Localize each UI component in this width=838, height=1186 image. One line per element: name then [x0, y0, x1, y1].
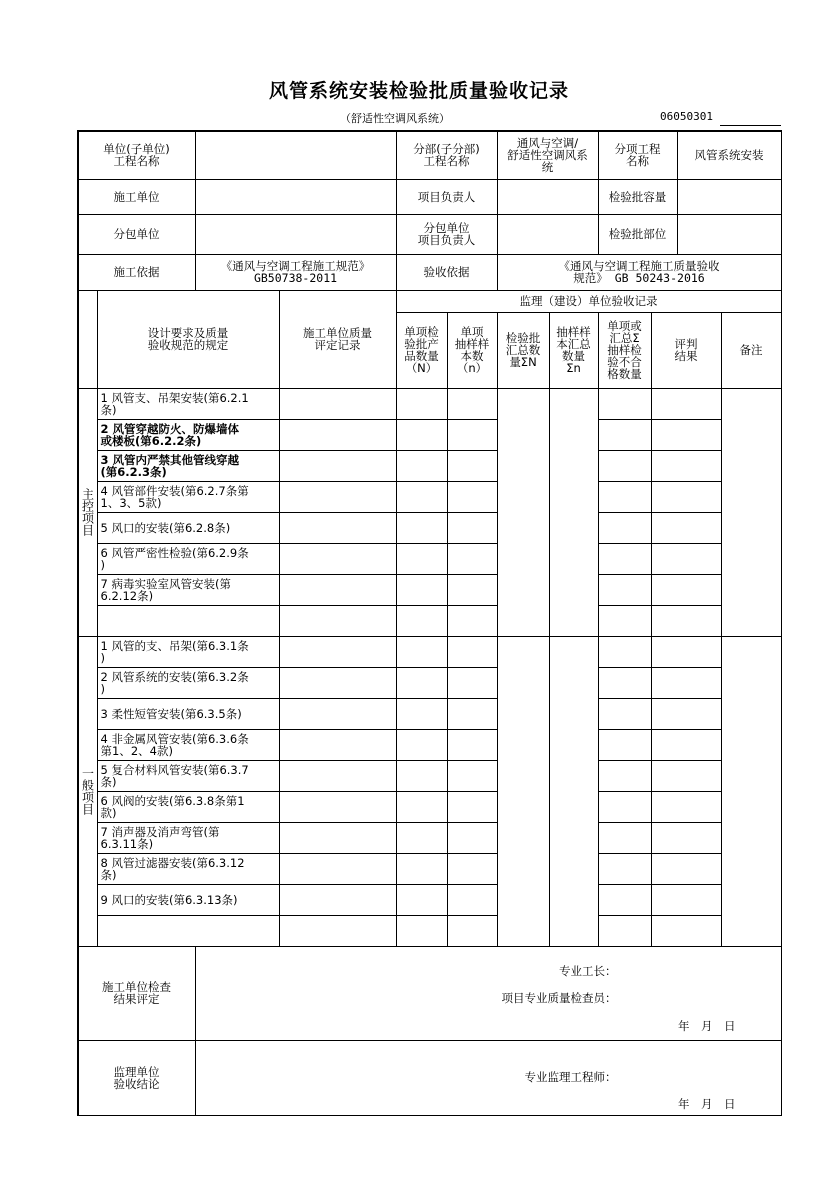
general-item [97, 915, 280, 947]
general-single-sample[interactable] [447, 636, 498, 668]
main-control-judgement[interactable] [651, 574, 722, 606]
general-single-qty[interactable] [396, 791, 448, 823]
general-single-qty[interactable] [396, 667, 448, 699]
general-item [97, 636, 280, 668]
acceptance-basis-value-text: 《通风与空调工程施工质量验收 规范》 GB 50243-2016 [558, 259, 720, 285]
contractor-label-text: 施工单位 [113, 189, 160, 204]
general-judgement[interactable] [651, 667, 722, 699]
header-single-qty-text: 单项检 验批产 品数量 （N） [404, 325, 439, 375]
general-unqualified[interactable] [598, 729, 652, 761]
header-remarks [721, 312, 782, 389]
main-control-single-qty[interactable] [396, 543, 448, 575]
general-single-qty[interactable] [396, 822, 448, 854]
main-control-single-sample[interactable] [447, 481, 498, 513]
capacity-value[interactable] [677, 179, 782, 215]
general-single-qty[interactable] [396, 729, 448, 761]
main-control-contractor-record[interactable] [279, 481, 397, 513]
basis-value [195, 254, 397, 291]
general-item [97, 729, 280, 761]
general-single-qty[interactable] [396, 915, 448, 947]
general-item-text: 4 非金属风管安装(第6.3.6条 第1、2、4款) [100, 731, 249, 758]
header-unqualified [598, 312, 652, 389]
general-remarks[interactable] [721, 636, 782, 947]
general-single-sample[interactable] [447, 667, 498, 699]
main-control-unqualified[interactable] [598, 574, 652, 606]
general-contractor-record[interactable] [279, 667, 397, 699]
general-contractor-record[interactable] [279, 729, 397, 761]
main-control-single-qty[interactable] [396, 419, 448, 451]
general-single-sample[interactable] [447, 791, 498, 823]
general-contractor-record[interactable] [279, 853, 397, 885]
general-item-text: 8 风管过滤器安装(第6.3.12 条) [100, 855, 245, 882]
header-design-req-text: 设计要求及质量 验收规范的规定 [147, 326, 229, 352]
basis-value-text: 《通风与空调工程施工规范》 GB50738-2011 [220, 259, 371, 285]
general-single-sample[interactable] [447, 915, 498, 947]
division-label-text: 分部(子分部) 工程名称 [413, 142, 480, 168]
division-value-text: 通风与空调/ 舒适性空调风系 统 [507, 136, 588, 174]
general-unqualified[interactable] [598, 636, 652, 668]
main-control-item [97, 450, 280, 482]
pm-value[interactable] [497, 179, 599, 215]
general-single-sample[interactable] [447, 884, 498, 916]
main-control-single-qty[interactable] [396, 388, 448, 420]
contractor-check-area[interactable] [195, 946, 782, 1041]
general-single-sample[interactable] [447, 698, 498, 730]
general-unqualified[interactable] [598, 915, 652, 947]
main-control-unqualified[interactable] [598, 419, 652, 451]
main-control-item [97, 388, 280, 420]
subitem-value-text: 风管系统安装 [694, 148, 764, 162]
subitem-label [598, 131, 678, 180]
main-control-judgement[interactable] [651, 419, 722, 451]
main-control-single-sample[interactable] [447, 419, 498, 451]
contractor-value[interactable] [195, 179, 397, 215]
general-unqualified[interactable] [598, 760, 652, 792]
main-control-contractor-record[interactable] [279, 543, 397, 575]
main-control-contractor-record[interactable] [279, 388, 397, 420]
main-control-single-sample[interactable] [447, 388, 498, 420]
main-control-judgement[interactable] [651, 605, 722, 637]
unit-project-label [78, 131, 196, 180]
general-single-qty[interactable] [396, 884, 448, 916]
main-control-single-qty[interactable] [396, 605, 448, 637]
header-total-N [497, 312, 550, 389]
capacity-label-text: 检验批容量 [608, 189, 667, 204]
main-control-single-sample[interactable] [447, 543, 498, 575]
contractor-label [78, 179, 196, 215]
general-contractor-record[interactable] [279, 884, 397, 916]
division-label [396, 131, 498, 180]
general-single-sample[interactable] [447, 822, 498, 854]
acceptance-basis-label-text: 验收依据 [423, 265, 470, 279]
general-item-text: 5 复合材料风管安装(第6.3.7 条) [100, 762, 249, 789]
subitem-value[interactable] [677, 131, 782, 180]
main-control-item-text: 6 风管严密性检验(第6.2.9条 ) [100, 545, 249, 572]
main-control-item-text: 5 风口的安装(第6.2.8条) [100, 520, 231, 535]
main-control-single-sample[interactable] [447, 605, 498, 637]
header-judgement-text: 评判 结果 [674, 337, 698, 363]
general-contractor-record[interactable] [279, 760, 397, 792]
header-contractor-record-text: 施工单位质量 评定记录 [303, 326, 372, 352]
general-contractor-record[interactable] [279, 698, 397, 730]
general-contractor-record[interactable] [279, 791, 397, 823]
header-contractor-record [279, 290, 397, 389]
main-control-item-text: 1 风管支、吊架安装(第6.2.1 条) [100, 390, 249, 417]
general-section-label-text: 一般项目 [80, 767, 95, 815]
subcontractor-label-text: 分包单位 [113, 227, 160, 241]
main-control-unqualified[interactable] [598, 481, 652, 513]
capacity-label [598, 179, 678, 215]
main-control-single-qty[interactable] [396, 512, 448, 544]
general-single-qty[interactable] [396, 698, 448, 730]
general-single-qty[interactable] [396, 636, 448, 668]
supervision-conclusion-label-text: 监理单位 验收结论 [113, 1064, 160, 1091]
general-contractor-record[interactable] [279, 636, 397, 668]
header-blank [78, 290, 98, 389]
header-remarks-text: 备注 [739, 343, 763, 357]
main-control-unqualified[interactable] [598, 450, 652, 482]
general-item-text: 9 风口的安装(第6.3.13条) [100, 892, 238, 907]
supervision-conclusion-area[interactable] [195, 1040, 782, 1116]
acceptance-basis-value [497, 254, 782, 291]
location-value[interactable] [677, 214, 782, 255]
general-judgement[interactable] [651, 822, 722, 854]
general-item [97, 760, 280, 792]
general-unqualified[interactable] [598, 822, 652, 854]
general-item-text: 1 风管的支、吊架(第6.3.1条 ) [100, 638, 249, 665]
subitem-label-text: 分项工程 名称 [614, 142, 661, 168]
main-control-item [97, 481, 280, 513]
header-single-sample-text: 单项 抽样样 本数 （n） [454, 325, 490, 375]
general-single-qty[interactable] [396, 853, 448, 885]
supervision-conclusion-label [78, 1040, 196, 1116]
general-item [97, 667, 280, 699]
general-judgement[interactable] [651, 884, 722, 916]
inspector-signature-label: 项目专业质量检查员： [501, 990, 617, 1005]
general-unqualified[interactable] [598, 791, 652, 823]
general-single-sample[interactable] [447, 760, 498, 792]
general-item [97, 853, 280, 885]
main-control-judgement[interactable] [651, 543, 722, 575]
general-single-sample[interactable] [447, 853, 498, 885]
general-section-label [78, 636, 98, 947]
acceptance-basis-label [396, 254, 498, 291]
foreman-signature-label: 专业工长： [559, 963, 617, 978]
form-code: 06050301 [660, 110, 713, 123]
header-single-qty [396, 312, 448, 389]
sub-pm-label-text: 分包单位 项目负责人 [417, 221, 476, 247]
main-control-section-label [78, 388, 98, 637]
main-control-total-N[interactable] [497, 388, 550, 637]
contractor-check-label [78, 946, 196, 1041]
main-control-item [97, 512, 280, 544]
general-judgement[interactable] [651, 698, 722, 730]
general-item [97, 822, 280, 854]
general-unqualified[interactable] [598, 853, 652, 885]
main-control-unqualified[interactable] [598, 543, 652, 575]
engineer-signature-label: 专业监理工程师： [524, 1069, 617, 1084]
main-control-single-qty[interactable] [396, 450, 448, 482]
general-item-text: 7 消声器及消声弯管(第 6.3.11条) [100, 824, 220, 851]
main-control-single-sample[interactable] [447, 574, 498, 606]
header-unqualified-text: 单项或 汇总Σ 抽样检 验不合 格数量 [607, 319, 642, 381]
header-total-n [549, 312, 599, 389]
general-unqualified[interactable] [598, 667, 652, 699]
general-judgement[interactable] [651, 791, 722, 823]
general-contractor-record[interactable] [279, 822, 397, 854]
main-control-total-n[interactable] [549, 388, 599, 637]
main-control-item [97, 543, 280, 575]
main-control-contractor-record[interactable] [279, 605, 397, 637]
main-control-contractor-record[interactable] [279, 574, 397, 606]
main-control-unqualified[interactable] [598, 605, 652, 637]
header-judgement [651, 312, 722, 389]
general-unqualified[interactable] [598, 884, 652, 916]
basis-label-text: 施工依据 [113, 265, 160, 279]
main-control-judgement[interactable] [651, 450, 722, 482]
division-value[interactable] [497, 131, 599, 180]
main-control-judgement[interactable] [651, 388, 722, 420]
header-supervision-record [396, 290, 782, 313]
main-control-contractor-record[interactable] [279, 512, 397, 544]
main-control-unqualified[interactable] [598, 388, 652, 420]
main-control-section-label-text: 主控项目 [80, 488, 95, 536]
main-control-remarks[interactable] [721, 388, 782, 637]
general-single-sample[interactable] [447, 729, 498, 761]
general-judgement[interactable] [651, 760, 722, 792]
pm-label [396, 179, 498, 215]
contractor-check-label-text: 施工单位检查 结果评定 [102, 980, 171, 1006]
header-supervision-record-text: 监理（建设）单位验收记录 [519, 294, 658, 308]
main-control-item-text: 2 风管穿越防火、防爆墙体 或楼板(第6.2.2条) [100, 421, 240, 448]
general-total-N[interactable] [497, 636, 550, 947]
main-control-item [97, 419, 280, 451]
main-control-single-sample[interactable] [447, 512, 498, 544]
code-underline [720, 125, 781, 126]
basis-label [78, 254, 196, 291]
subcontractor-label [78, 214, 196, 255]
general-item [97, 698, 280, 730]
sub-pm-value[interactable] [497, 214, 599, 255]
main-control-judgement[interactable] [651, 512, 722, 544]
general-contractor-record[interactable] [279, 915, 397, 947]
header-total-n-text: 抽样样 本汇总 数量 Σn [556, 325, 591, 375]
main-control-item [97, 574, 280, 606]
general-judgement[interactable] [651, 729, 722, 761]
general-unqualified[interactable] [598, 698, 652, 730]
main-control-item-text: 3 风管内严禁其他管线穿越 (第6.2.3条) [100, 452, 240, 479]
general-item-text: 2 风管系统的安装(第6.3.2条 ) [100, 669, 249, 696]
main-control-item [97, 605, 280, 637]
main-control-item-text: 4 风管部件安装(第6.2.7条第 1、3、5款) [100, 483, 249, 510]
general-total-n[interactable] [549, 636, 599, 947]
location-label [598, 214, 678, 255]
main-control-unqualified[interactable] [598, 512, 652, 544]
location-label-text: 检验批部位 [608, 227, 667, 241]
main-control-contractor-record[interactable] [279, 419, 397, 451]
main-control-item-text: 7 病毒实验室风管安装(第 6.2.12条) [100, 576, 231, 603]
main-control-single-qty[interactable] [396, 481, 448, 513]
main-control-single-sample[interactable] [447, 450, 498, 482]
sub-pm-label [396, 214, 498, 255]
subcontractor-value[interactable] [195, 214, 397, 255]
general-judgement[interactable] [651, 853, 722, 885]
main-control-judgement[interactable] [651, 481, 722, 513]
general-judgement[interactable] [651, 636, 722, 668]
unit-project-value[interactable] [195, 131, 397, 180]
pm-label-text: 项目负责人 [417, 189, 476, 204]
header-single-sample [447, 312, 498, 389]
supervision-date-label: 年 月 日 [678, 1096, 736, 1111]
general-single-qty[interactable] [396, 760, 448, 792]
header-total-N-text: 检验批 汇总数 量ΣN [505, 331, 541, 369]
header-design-req [97, 290, 280, 389]
page-title: 风管系统安装检验批质量验收记录 [268, 80, 569, 102]
contractor-date-label: 年 月 日 [678, 1018, 736, 1033]
general-item [97, 791, 280, 823]
main-control-contractor-record[interactable] [279, 450, 397, 482]
general-judgement[interactable] [651, 915, 722, 947]
general-item [97, 884, 280, 916]
general-item-text: 6 风阀的安装(第6.3.8条第1 款) [100, 793, 245, 820]
subtitle: （舒适性空调风系统） [340, 112, 450, 125]
general-item-text: 3 柔性短管安装(第6.3.5条) [100, 706, 242, 721]
unit-project-label-text: 单位(子单位) 工程名称 [103, 142, 170, 168]
main-control-single-qty[interactable] [396, 574, 448, 606]
